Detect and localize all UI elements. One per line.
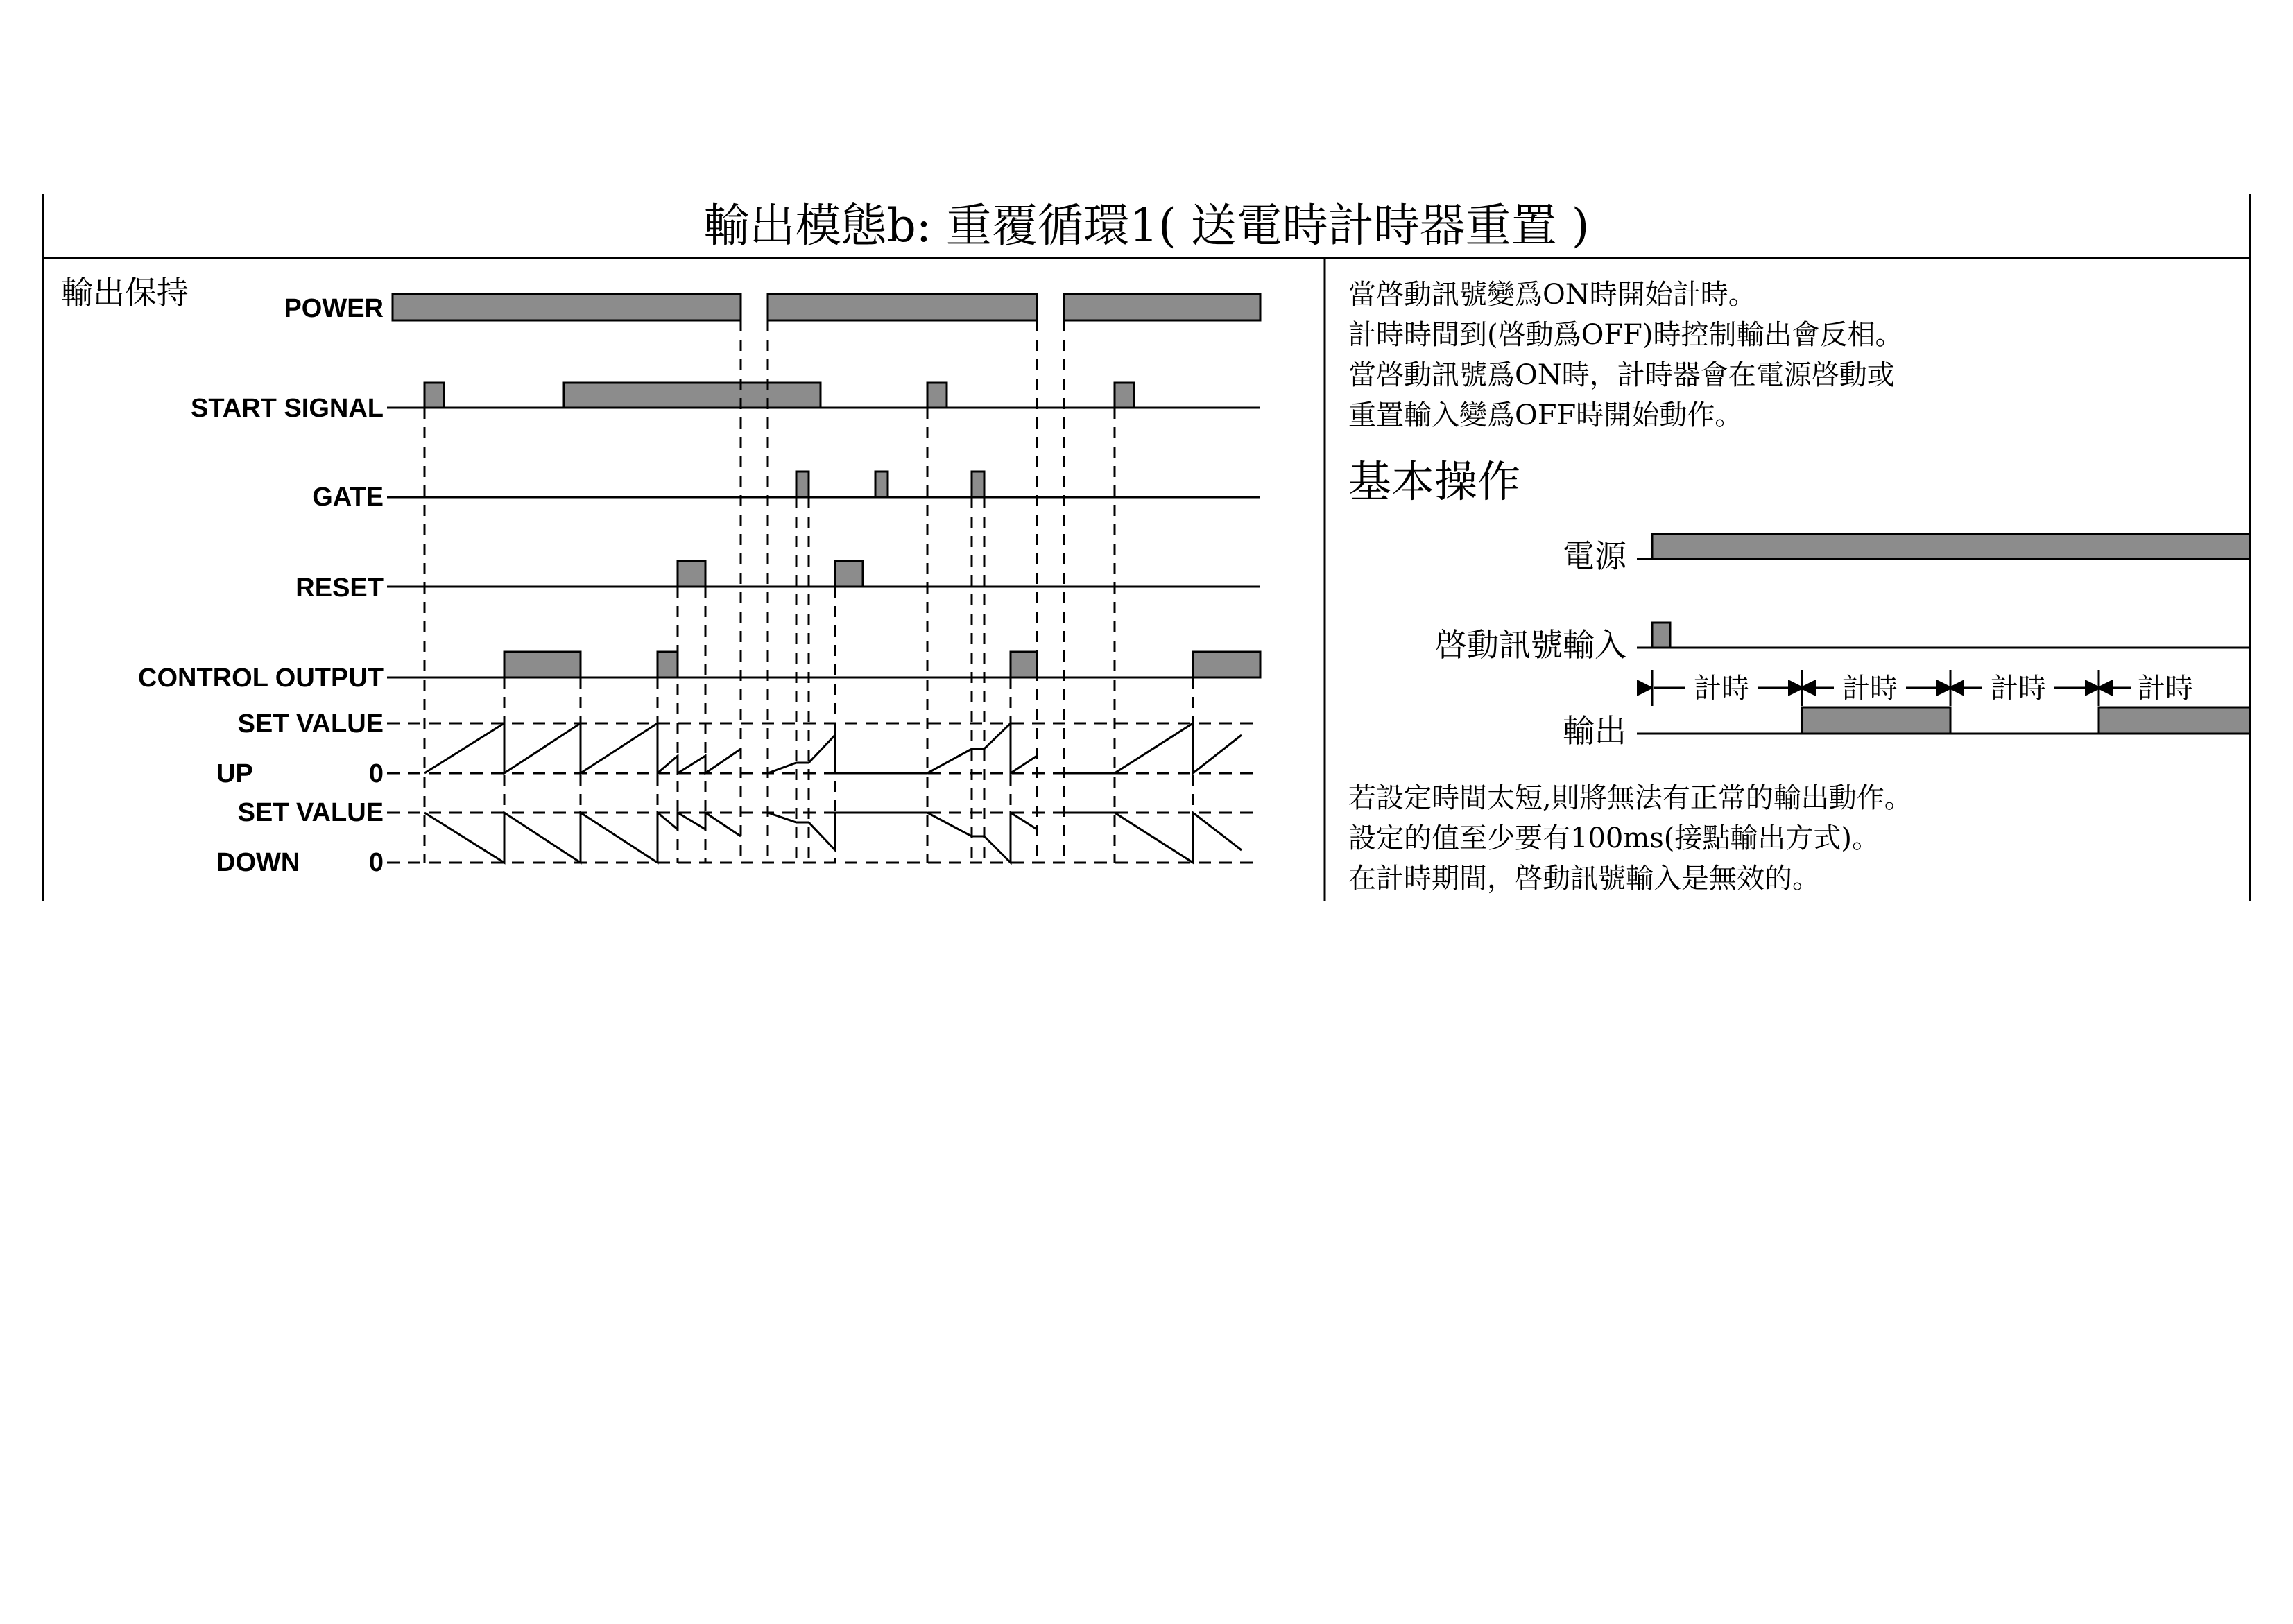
label-zero-up: 0 bbox=[368, 759, 384, 788]
basic-operation-heading: 基本操作 bbox=[1348, 456, 1521, 507]
reset-pulse bbox=[835, 561, 863, 587]
basic-start-pulse bbox=[1652, 623, 1670, 648]
start-pulse bbox=[927, 383, 947, 408]
basic-label-output: 輸出 bbox=[1563, 712, 1626, 750]
power-pulse bbox=[1064, 294, 1260, 320]
label-reset: RESET bbox=[295, 573, 384, 603]
start-pulse bbox=[424, 383, 444, 408]
start-pulse bbox=[1115, 383, 1134, 408]
basic-output-pulse bbox=[2099, 707, 2250, 734]
timing-label: 計時 bbox=[1842, 673, 1898, 705]
up-counter-ramps bbox=[424, 723, 1242, 773]
control-output-waveform bbox=[387, 652, 1260, 677]
description-line: 當啓動訊號變爲ON時開始計時。 bbox=[1348, 279, 1756, 311]
description-line: 當啓動訊號爲ON時，計時器會在電源啓動或 bbox=[1348, 359, 1895, 391]
label-start-signal: START SIGNAL bbox=[191, 394, 384, 423]
label-power: POWER bbox=[284, 294, 384, 323]
down-counter-ramps bbox=[424, 813, 1242, 863]
label-control-output: CONTROL OUTPUT bbox=[138, 664, 384, 693]
label-zero-down: 0 bbox=[368, 848, 384, 877]
gate-pulse bbox=[875, 472, 888, 497]
note-line: 若設定時間太短,則將無法有正常的輸出動作。 bbox=[1348, 782, 1912, 814]
note-line: 在計時期間，啓動訊號輸入是無效的。 bbox=[1348, 863, 1820, 895]
gate-pulse bbox=[972, 472, 984, 497]
basic-label-power: 電源 bbox=[1563, 537, 1626, 575]
power-waveform bbox=[393, 294, 1260, 320]
label-down: DOWN bbox=[216, 848, 300, 877]
output-pulse bbox=[504, 652, 581, 677]
basic-power-pulse bbox=[1652, 534, 2250, 559]
note-line: 設定的值至少要有100ms(接點輸出方式)。 bbox=[1348, 822, 1880, 854]
power-pulse bbox=[393, 294, 741, 320]
reset-waveform bbox=[387, 561, 1260, 587]
start-signal-waveform bbox=[387, 383, 1260, 408]
label-set-value-up: SET VALUE bbox=[237, 709, 384, 738]
description-line: 重置輸入變爲OFF時開始動作。 bbox=[1348, 399, 1743, 431]
timing-label: 計時 bbox=[1694, 673, 1749, 705]
gate-pulse bbox=[796, 472, 809, 497]
power-pulse bbox=[768, 294, 1037, 320]
timing-label: 計時 bbox=[2138, 673, 2193, 705]
basic-start-waveform bbox=[1637, 623, 2250, 648]
label-up: UP bbox=[216, 759, 253, 788]
gate-waveform bbox=[387, 472, 1260, 497]
label-gate: GATE bbox=[312, 483, 384, 512]
page-title: 輸出模態b: 重覆循環1( 送電時計時器重置 ) bbox=[703, 199, 1590, 252]
basic-power-waveform bbox=[1637, 534, 2250, 559]
start-pulse bbox=[564, 383, 821, 408]
basic-label-start-input: 啓動訊號輸入 bbox=[1435, 626, 1626, 664]
label-set-value-down: SET VALUE bbox=[237, 798, 384, 827]
description-line: 計時時間到(啓動爲OFF)時控制輸出會反相。 bbox=[1348, 319, 1903, 351]
output-hold-heading: 輸出保持 bbox=[61, 274, 189, 311]
timing-label: 計時 bbox=[1991, 673, 2046, 705]
reset-pulse bbox=[678, 561, 705, 587]
output-pulse bbox=[658, 652, 678, 677]
basic-output-waveform bbox=[1637, 707, 2250, 734]
output-pulse bbox=[1011, 652, 1037, 677]
basic-output-pulse bbox=[1802, 707, 1950, 734]
reference-levels bbox=[387, 723, 1260, 863]
output-pulse bbox=[1193, 652, 1260, 677]
